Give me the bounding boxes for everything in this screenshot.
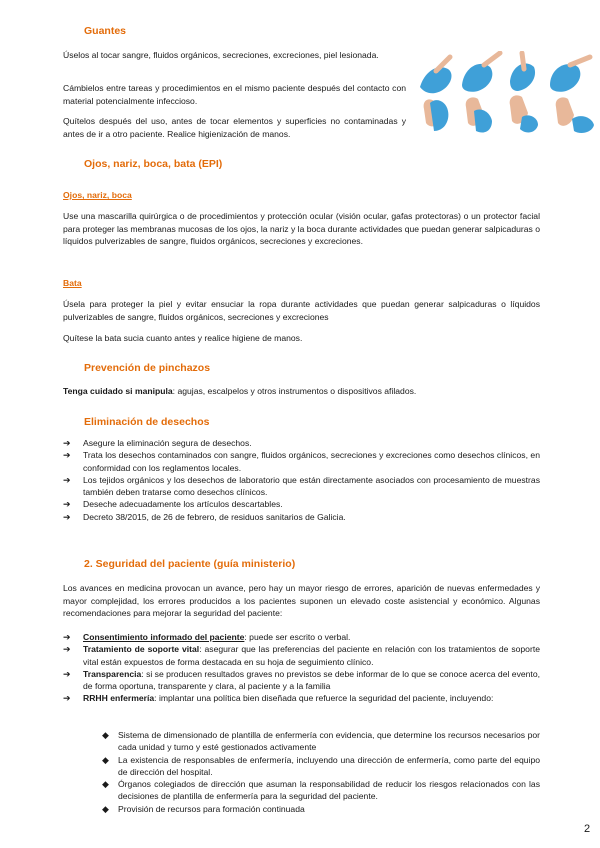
list-item-text: : implantar una política bien diseñada que refuerce la seguridad del paciente, incluyendo: xyxy=(154,693,494,704)
list-item xyxy=(63,511,540,523)
diamond-icon: ◆ xyxy=(102,754,109,765)
guantes-paragraph-2: Cámbielos entre tareas y procedimientos en el mismo paciente después del contacto con material potencialmente infeccioso. xyxy=(63,83,406,106)
pinchazos-rest: : agujas, escalpelos y otros instrumentos o dispositivos afilados. xyxy=(172,386,417,396)
arrow-icon: ➔ xyxy=(63,438,71,448)
diamond-icon: ◆ xyxy=(102,779,109,790)
arrow-icon: ➔ xyxy=(63,632,71,642)
glove-step-4 xyxy=(550,57,590,92)
list-item-text: : asegurar que las preferencias del paciente en relación con los tratamientos de soporte vital están expuestos de forma destacada en su hoja de seguimiento clínico. xyxy=(83,644,540,667)
sub-list-item xyxy=(102,729,540,754)
seguridad-list xyxy=(63,631,540,705)
sub-list-item xyxy=(102,754,540,779)
epi-ojos-paragraph: Use una mascarilla quirúrgica o de procedimientos y protección ocular (visión ocular, gafas protectoras) o un protector facial para proteger las membranas mucosas de los ojos, la nariz y la boca durante actividades que puedan generar salpicaduras o líquidos pulverizables de sangre, fluidos orgánicos, secreciones y excreciones. xyxy=(63,211,540,247)
list-item xyxy=(63,631,540,643)
epi-subheading-bata: Bata xyxy=(63,278,82,288)
pinchazos-bold: Tenga cuidado si manipula xyxy=(63,386,173,396)
sub-list-item-text: Sistema de dimensionado de plantilla de enfermería con evidencia, que determine los recursos necesarios por cada unidad y turno y esté gestionados activamente xyxy=(118,730,540,753)
glove-step-2 xyxy=(462,53,500,92)
list-item xyxy=(63,692,540,704)
glove-step-1 xyxy=(420,57,451,93)
seguridad-heading: 2. Seguridad del paciente (guía ministerio) xyxy=(84,558,296,570)
desechos-heading: Eliminación de desechos xyxy=(84,416,210,428)
rrhh-sublist xyxy=(102,729,540,815)
list-item xyxy=(63,449,540,474)
sub-list-item xyxy=(102,778,540,803)
list-item-text: Los tejidos orgánicos y los desechos de laboratorio que están directamente asociados con procesamiento de muestras también deben tratarse como desechos clínicos. xyxy=(83,474,540,498)
list-item-bold: RRHH enfermería xyxy=(83,693,155,704)
sub-list-item-text: La existencia de responsables de enfermería, incluyendo una dirección de enfermería, como parte del equipo de dirección del hospital. xyxy=(118,754,540,777)
arrow-icon: ➔ xyxy=(63,499,71,510)
diamond-icon: ◆ xyxy=(102,803,109,814)
epi-bata-paragraph-2: Quítese la bata sucia cuanto antes y realice higiene de manos. xyxy=(63,333,303,343)
arrow-icon: ➔ xyxy=(63,693,71,704)
list-item-text: : puede ser escrito o verbal. xyxy=(244,632,351,642)
page-number: 2 xyxy=(584,823,591,835)
epi-bata-paragraph-1: Úsela para proteger la piel y evitar ensuciar la ropa durante actividades que puedan generar salpicaduras o líquidos pulverizables de sangre, fluidos orgánicos, secreciones y excreciones xyxy=(63,299,540,322)
glove-step-3 xyxy=(510,53,535,91)
epi-subheading-ojos: Ojos, nariz, boca xyxy=(63,190,132,200)
glove-step-7 xyxy=(510,95,538,132)
guantes-heading: Guantes xyxy=(84,25,127,37)
arrow-icon: ➔ xyxy=(63,450,71,461)
arrow-icon: ➔ xyxy=(63,511,71,522)
list-item-text: Deseche adecuadamente los artículos descartables. xyxy=(83,499,283,510)
sub-list-item-text: Órganos colegiados de dirección que asuman la responsabilidad de reducir los riesgos relacionados con las decisiones de plantilla de enfermería para la seguridad del paciente. xyxy=(118,779,540,802)
list-item xyxy=(63,668,540,693)
epi-heading: Ojos, nariz, boca, bata (EPI) xyxy=(84,158,223,170)
list-item-text: Decreto 38/2015, de 26 de febrero, de residuos sanitarios de Galicia. xyxy=(83,511,346,522)
guantes-paragraph-1: Úselos al tocar sangre, fluidos orgánicos, secreciones, excreciones, piel lesionada. xyxy=(63,50,379,60)
guantes-paragraph-3: Quítelos después del uso, antes de tocar elementos y superficies no contaminadas y antes de ir a otro paciente. Realice higienización de manos. xyxy=(63,116,406,139)
glove-step-5 xyxy=(424,99,449,131)
desechos-list xyxy=(63,437,540,523)
arrow-icon: ➔ xyxy=(63,668,71,679)
glove-step-8 xyxy=(556,97,594,133)
arrow-icon: ➔ xyxy=(63,474,71,485)
sub-list-item-text: Provisión de recursos para formación continuada xyxy=(118,803,305,814)
arrow-icon: ➔ xyxy=(63,644,71,655)
list-item-bold: Consentimiento informado del paciente xyxy=(83,632,245,642)
list-item-text: Asegure la eliminación segura de desechos. xyxy=(83,438,252,448)
list-item-bold: Tratamiento de soporte vital xyxy=(83,644,200,655)
pinchazos-paragraph xyxy=(63,385,540,398)
list-item-bold: Transparencia xyxy=(83,668,142,679)
seguridad-intro: Los avances en medicina provocan un avance, pero hay un mayor riesgo de errores, aparición de nuevas enfermedades y mayor complejidad, los errores producidos a los pacientes suponen un elevado coste asistencial y económico. Algunas recomendaciones para mejorar la seguridad del paciente: xyxy=(63,583,540,619)
glove-step-6 xyxy=(466,97,492,132)
glove-removal-sequence-image xyxy=(414,51,600,137)
list-item-text: Trata los desechos contaminados con sangre, fluidos orgánicos, secreciones y excreciones como desechos clínicos, en conformidad con los reglamentos locales. xyxy=(83,450,540,473)
sub-list-item xyxy=(102,803,540,815)
pinchazos-heading: Prevención de pinchazos xyxy=(84,362,211,374)
diamond-icon: ◆ xyxy=(102,730,109,740)
list-item xyxy=(63,498,540,510)
list-item xyxy=(63,437,540,449)
list-item-text: : si se producen resultados graves no previstos se debe informar de lo que se conoce acerca del evento, de forma oportuna, transparente y clara, al paciente y a la familia xyxy=(83,668,540,692)
list-item xyxy=(63,643,540,668)
list-item xyxy=(63,474,540,499)
